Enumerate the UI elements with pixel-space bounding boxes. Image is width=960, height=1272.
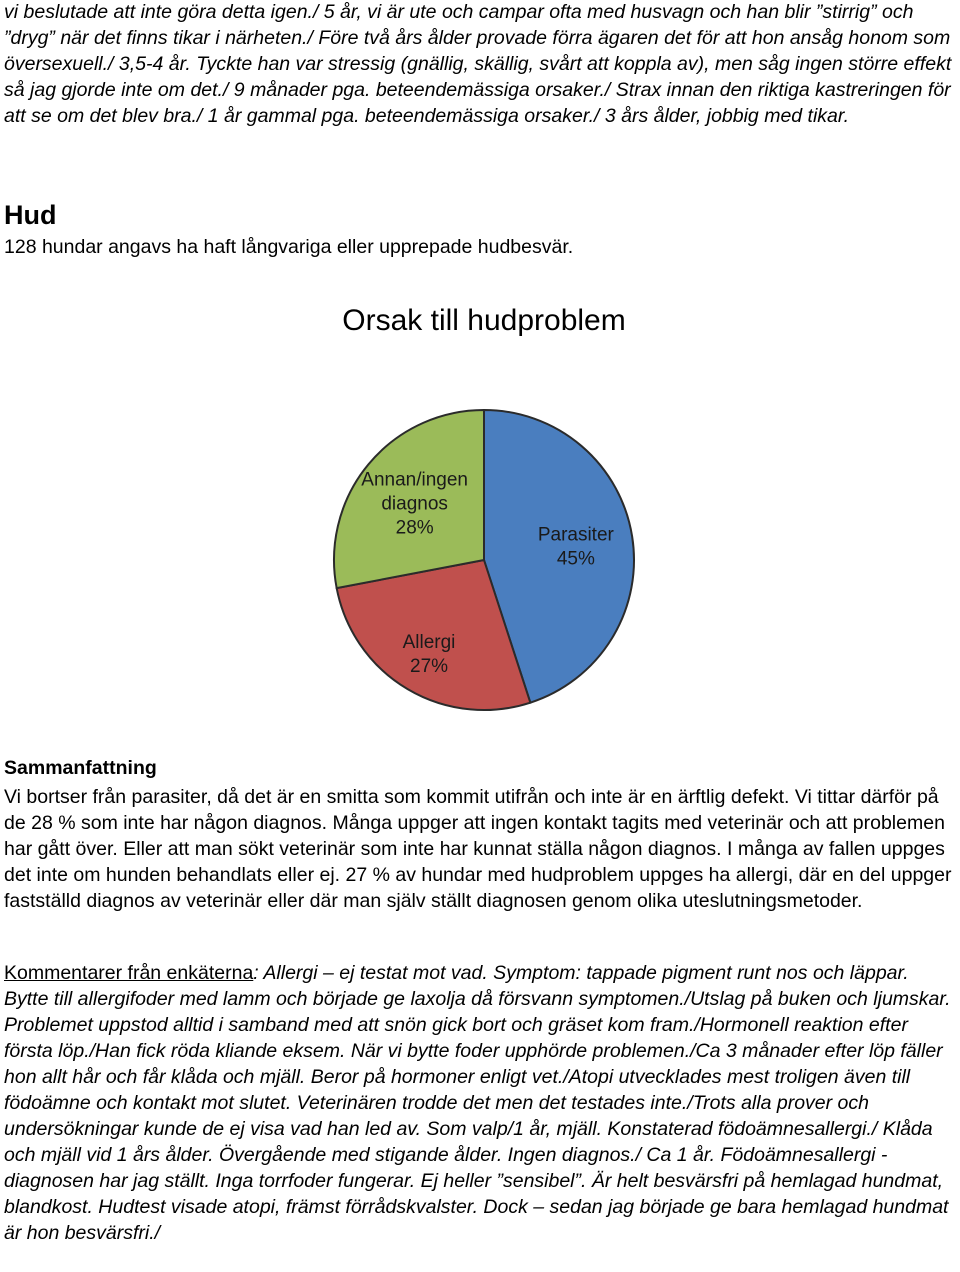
comments-text: : Allergi – ej testat mot vad. Symptom: tappade pigment runt nos och läppar. Bytte till allergifoder med lamm och började ge laxolja då försvann symptomen./Utslag på buken och ljumskar. Problemet uppstod alltid i samband med att snön gick bort och gräset kom fram./Hormonell reaktion efter första löp./Han fick röda kliande eksem. När vi bytte foder upphörde problemen./Ca 3 månader efter löp fäller hon allt hår och får klåda och mjäll. Beror på hormoner enligt vet./Atopi utvecklades mest troligen även till födoämne och kontakt mot slutet. Veterinären trodde det men det testades inte./Trots alla prover och undersökningar kunde de ej visa vad han led av. Som valp/1 år, mjäll. Konstaterad födoämnesallergi./ Klåda och mjäll vid 1 års ålder. Övergående med stigande ålder. Ingen diagnos./ Ca 1 år. Födoämnesallergi -diagnosen har jag ställt. Inga torrfoder fungerar. Ej heller ”sensibel”. Är helt besvärsfri på hemlagad hundmat, blandkost. Hudtest visade atopi, främst förrådskvalster. Dock – sedan jag började ge bara hemlagad hundmat är hon besvärsfri./ [4, 962, 951, 1244]
slice-value-label: 27% [410, 655, 449, 677]
chart-title: Orsak till hudproblem [342, 304, 626, 337]
comments-label: Kommentarer från enkäterna [4, 962, 254, 984]
survey-comments-paragraph: vi beslutade att inte göra detta igen./ 5 år, vi är ute och campar ofta med husvagn och han blir ”stirrig” och ”dryg” när det finns tikar i närheten./ Före två års ålder provade förra ägaren det för att hon ansåg honom som översexuell./ 3,5-4 år. Tyckte han var stressig (gnällig, skällig, svårt att koppla av), men såg ingen större effekt så jag gjorde inte om det./ 9 månader pga. beteendemässiga orsaker./ Strax innan den riktiga kastreringen för att se om det blev bra./ 1 år gammal pga. beteendemässiga orsaker./ 3 års ålder, jobbig med tikar. [4, 1, 952, 127]
slice-label: Parasiter [537, 524, 614, 546]
slice-label: diagnos [381, 493, 448, 515]
slice-value-label: 28% [395, 517, 434, 539]
pie-chart-svg [0, 290, 960, 730]
section-intro: 128 hundar angavs ha haft långvariga eller upprepade hudbesvär. [4, 236, 574, 258]
pie-chart [0, 290, 960, 730]
summary-heading: Sammanfattning [4, 757, 157, 779]
summary-text: Vi bortser från parasiter, då det är en smitta som kommit utifrån och inte är en ärftlig defekt. Vi tittar därför på de 28 % som inte har någon diagnos. Många uppger att ingen kontakt tagits med veterinär och att problemen har gått över. Eller att man sökt veterinär som inte har kunnat ställa någon diagnos. I många av fallen uppges det inte om hunden behandlats eller ej. 27 % av hundar med hudproblem uppges ha allergi, där en del uppger fastställd diagnos av veterinär eller där man själv ställt diagnosen genom olika uteslutningsmetoder. [4, 786, 952, 912]
slice-label: Allergi [402, 631, 456, 653]
slice-label: Annan/ingen [361, 469, 469, 491]
section-heading: Hud [4, 200, 57, 230]
comments-paragraph [4, 960, 956, 1246]
slice-value-label: 45% [556, 548, 595, 570]
